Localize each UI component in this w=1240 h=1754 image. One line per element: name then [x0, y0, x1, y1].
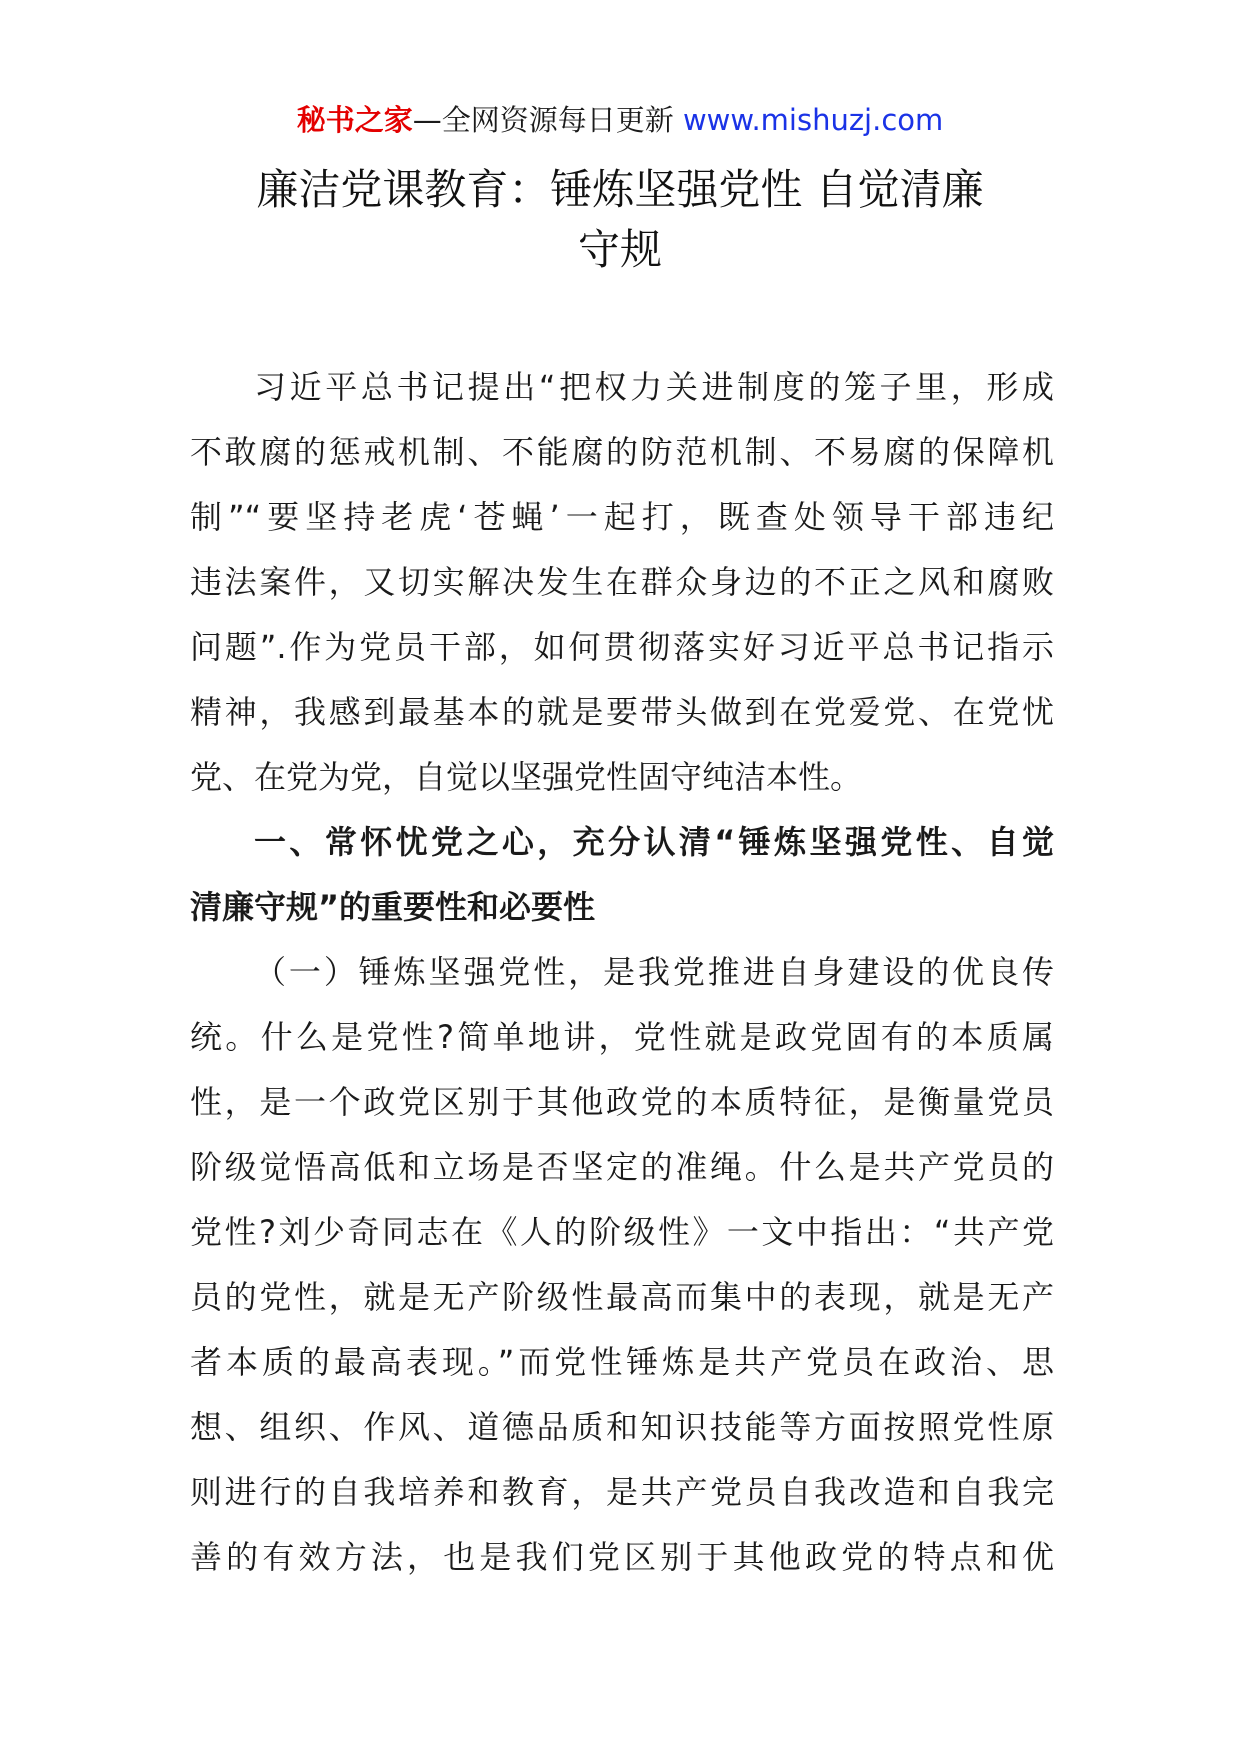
body-line: 制”“要坚持老虎‘苍蝇’一起打，既查处领导干部违纪 [190, 498, 1054, 536]
brand-name: 秘书之家 [296, 103, 413, 137]
section-heading-line: 一、常怀忧党之心，充分认清“锤炼坚强党性、自觉 [254, 823, 1054, 861]
body-line: 党、在党为党，自觉以坚强党性固守纯洁本性。 [190, 758, 863, 796]
body-line: 习近平总书记提出“把权力关进制度的笼子里，形成 [254, 368, 1054, 406]
title-line-2: 守规 [577, 225, 662, 274]
title-line-1: 廉洁党课教育：锤炼坚强党性 自觉清廉 [256, 165, 984, 214]
body-line: 员的党性，就是无产阶级性最高而集中的表现，就是无产 [190, 1278, 1054, 1316]
body-line: 则进行的自我培养和教育，是共产党员自我改造和自我完 [190, 1473, 1054, 1511]
body-line: 违法案件，又切实解决发生在群众身边的不正之风和腐败 [190, 563, 1054, 601]
body-line: 想、组织、作风、道德品质和知识技能等方面按照党性原 [190, 1408, 1054, 1446]
body-line: 性，是一个政党区别于其他政党的本质特征，是衡量党员 [190, 1083, 1054, 1121]
body-line: 阶级觉悟高低和立场是否坚定的准绳。什么是共产党员的 [190, 1148, 1054, 1186]
body-line: 问题”.作为党员干部，如何贯彻落实好习近平总书记指示 [190, 628, 1054, 666]
header-tagline: —全网资源每日更新 [412, 103, 683, 137]
body-line: 者本质的最高表现。”而党性锤炼是共产党员在政治、思 [190, 1343, 1054, 1381]
site-url-link[interactable]: www.mishuzj.com [682, 103, 944, 137]
body-line: （一）锤炼坚强党性，是我党推进自身建设的优良传 [254, 953, 1054, 991]
body-line: 党性?刘少奇同志在《人的阶级性》一文中指出：“共产党 [190, 1213, 1054, 1251]
document-title [190, 160, 1050, 280]
body-line: 精神，我感到最基本的就是要带头做到在党爱党、在党忧 [190, 693, 1054, 731]
site-header [0, 100, 1240, 140]
body-line: 善的有效方法，也是我们党区别于其他政党的特点和优 [190, 1538, 1054, 1576]
document-body [190, 355, 1054, 1590]
body-line: 统。什么是党性?简单地讲，党性就是政党固有的本质属 [190, 1018, 1054, 1056]
section-heading-line: 清廉守规”的重要性和必要性 [190, 888, 596, 926]
body-line: 不敢腐的惩戒机制、不能腐的防范机制、不易腐的保障机 [190, 433, 1054, 471]
